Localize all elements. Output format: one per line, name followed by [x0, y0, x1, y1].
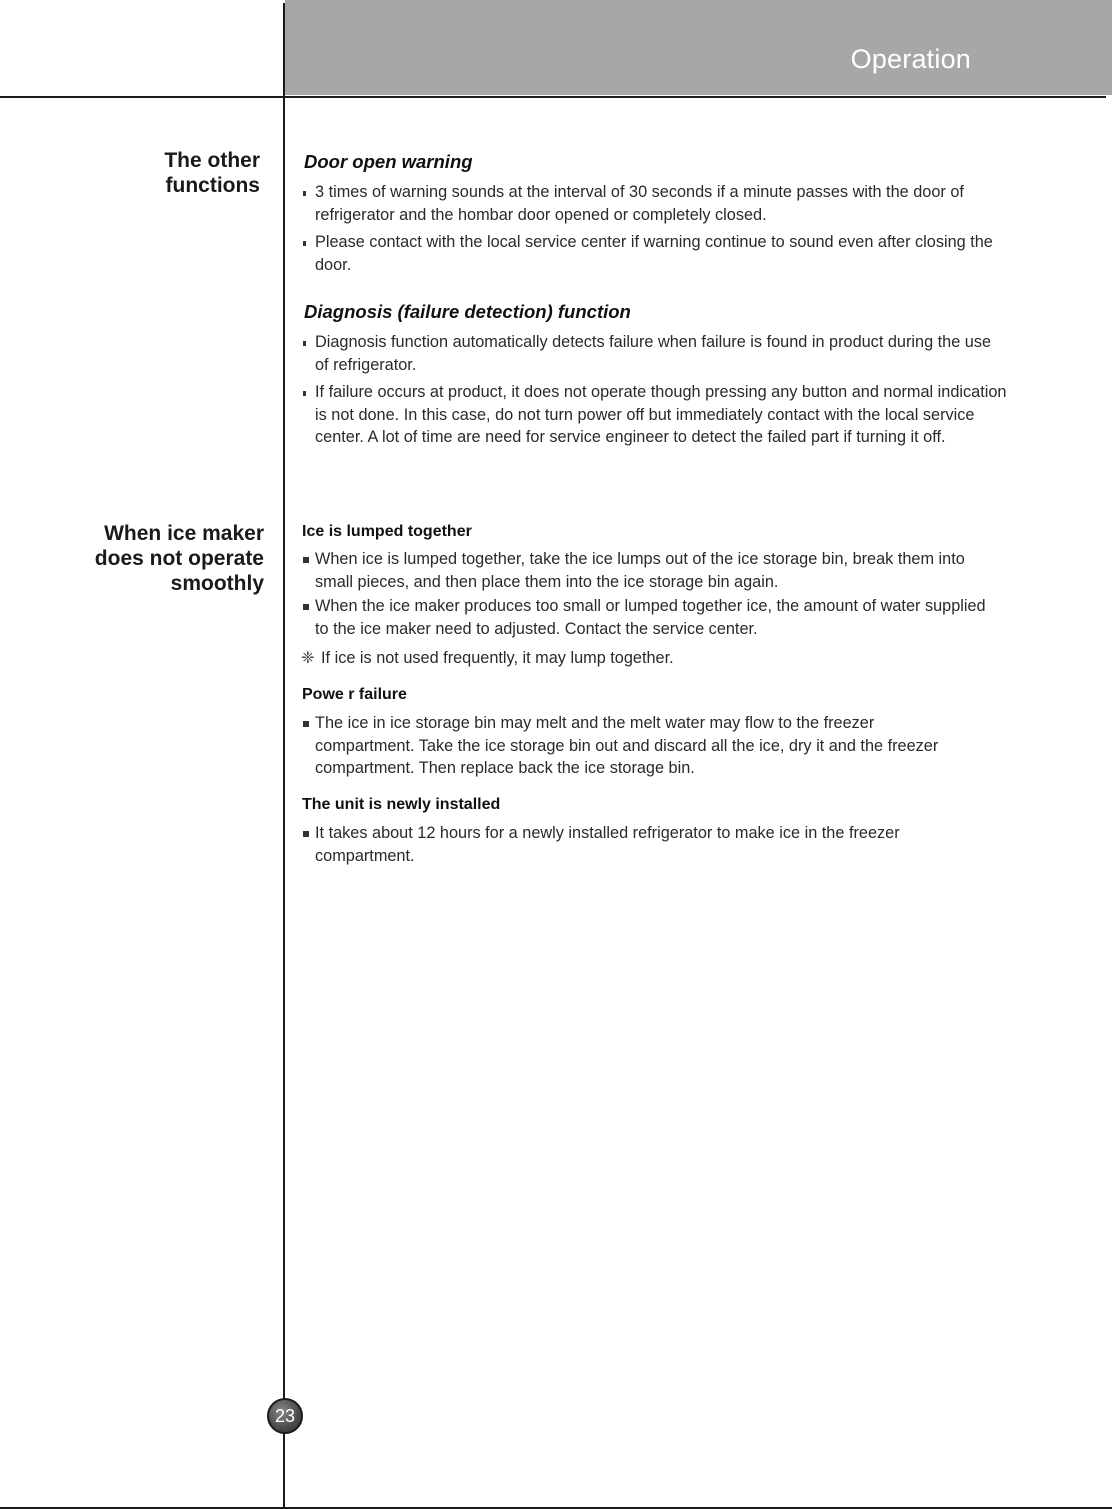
diagnosis-bullet	[303, 381, 1008, 449]
header-band	[285, 0, 1112, 95]
bullet-text: When ice is lumped together, take the ice lumps out of the ice storage bin, break them into small pieces, and then place them into the ice storage bin again.	[315, 550, 965, 591]
bullet-text: It takes about 12 hours for a newly installed refrigerator to make ice in the freezer compartment.	[315, 824, 900, 865]
note-text: If ice is not used frequently, it may lump together.	[321, 649, 674, 667]
header-divider	[0, 96, 1106, 98]
side-heading-line: does not operate	[94, 547, 264, 570]
side-heading-line: When ice maker	[104, 522, 264, 545]
bullet-mark	[303, 241, 306, 246]
side-heading-line: functions	[165, 174, 260, 197]
newly-installed-bullet	[303, 822, 1003, 867]
bullet-mark	[303, 604, 309, 610]
side-heading-ice-maker	[95, 521, 264, 596]
bullet-mark	[303, 341, 306, 346]
bullet-text: 3 times of warning sounds at the interval of 30 seconds if a minute passes with the door of refrigerator and the hombar door opened or completely closed.	[315, 183, 964, 224]
page-number-badge: 23	[267, 1398, 303, 1434]
column-divider	[283, 3, 285, 1509]
diagnosis-title: Diagnosis (failure detection) function	[304, 301, 631, 322]
side-heading-line: smoothly	[170, 572, 264, 595]
ice-lumped-note	[301, 647, 1006, 670]
bullet-text: The ice in ice storage bin may melt and the melt water may flow to the freezer compartment. Take the ice storage bin out and discard all the ice, dry it and the freezer compartment. Then replace back the ice storage bin.	[315, 714, 939, 777]
bullet-mark	[303, 191, 306, 196]
snowflake-note-icon: ❈	[301, 649, 315, 667]
bullet-mark	[303, 721, 309, 727]
ice-lumped-bullet	[303, 548, 993, 593]
page-section-title: Operation	[850, 44, 971, 74]
door-open-warning-bullet	[303, 181, 1008, 226]
power-failure-title: Powe r failure	[302, 686, 407, 703]
door-open-warning-bullet	[303, 231, 1008, 276]
diagnosis-bullet	[303, 331, 1008, 376]
bullet-text: When the ice maker produces too small or lumped together ice, the amount of water supplied to the ice maker need to adjusted. Contact the service center.	[315, 597, 986, 638]
bullet-text: If failure occurs at product, it does not operate though pressing any button and normal indication is not done. In this case, do not turn power off but immediately contact with the local service center. A lot of time are need for service engineer to detect the failed part if turning it off.	[315, 383, 1007, 446]
ice-lumped-bullet	[303, 595, 993, 640]
door-open-warning-title: Door open warning	[304, 151, 473, 172]
side-heading-other-functions	[164, 148, 260, 198]
bullet-text: Diagnosis function automatically detects failure when failure is found in product during the use of refrigerator.	[315, 333, 992, 374]
bullet-mark	[303, 557, 309, 563]
power-failure-bullet	[303, 712, 973, 780]
side-heading-line: The other	[164, 149, 260, 172]
bullet-text: Please contact with the local service center if warning continue to sound even after closing the door.	[315, 233, 993, 274]
newly-installed-title: The unit is newly installed	[302, 796, 501, 813]
bullet-mark	[303, 831, 309, 837]
bullet-mark	[303, 391, 306, 396]
ice-lumped-title: Ice is lumped together	[302, 523, 472, 540]
